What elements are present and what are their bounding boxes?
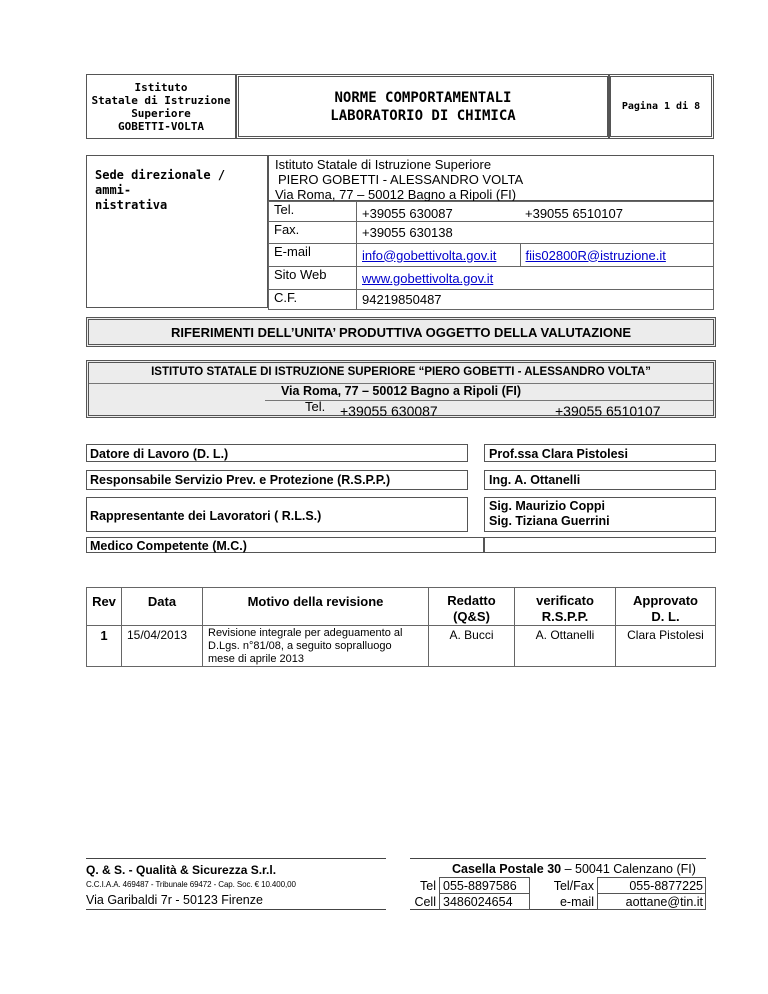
document-title-box bbox=[236, 74, 610, 139]
institute-line: GOBETTI-VOLTA bbox=[117, 119, 205, 133]
rev-header: Rev bbox=[87, 588, 122, 626]
revision-header-row bbox=[87, 588, 716, 626]
data-cell: 15/04/2013 bbox=[122, 626, 203, 667]
approvato-header bbox=[616, 588, 716, 626]
footer-email-label: e-mail bbox=[559, 894, 594, 909]
role-label: Medico Competente (M.C.) bbox=[86, 537, 484, 553]
role-value-line: Sig. Tiziana Guerrini bbox=[489, 514, 610, 528]
redatto-header-line: Redatto bbox=[447, 593, 496, 608]
redatto-header-line: (Q&S) bbox=[453, 609, 490, 624]
sede-address: Via Roma, 77 – 50012 Bagno a Ripoli (FI) bbox=[275, 187, 517, 202]
institute-line: Istituto bbox=[134, 80, 188, 94]
riferimenti-title: RIFERIMENTI DELL’UNITA’ PRODUTTIVA OGGETTO DELLA VALUTAZIONE bbox=[170, 324, 632, 340]
tel-label: Tel. bbox=[269, 202, 357, 222]
data-header: Data bbox=[122, 588, 203, 626]
motivo-cell bbox=[203, 626, 429, 667]
rev-cell: 1 bbox=[87, 626, 122, 667]
fax-label: Fax. bbox=[269, 222, 357, 244]
riferimenti-title-box bbox=[86, 317, 716, 347]
sede-label: nistrativa bbox=[95, 198, 168, 212]
footer-contacts-box bbox=[410, 858, 706, 910]
role-label bbox=[86, 497, 468, 532]
verificato-header-line: verificato bbox=[536, 593, 594, 608]
verificato-header bbox=[515, 588, 616, 626]
sede-school: PIERO GOBETTI - ALESSANDRO VOLTA bbox=[278, 172, 524, 187]
tel-value-2: +39055 6510107 bbox=[520, 202, 714, 222]
role-value: Prof.ssa Clara Pistolesi bbox=[484, 444, 716, 462]
role-value: Ing. A. Ottanelli bbox=[484, 470, 716, 490]
cf-value: 94219850487 bbox=[357, 290, 714, 310]
role-value bbox=[484, 537, 716, 553]
motivo-line: mese di aprile 2013 bbox=[208, 653, 305, 665]
document-title-line: LABORATORIO DI CHIMICA bbox=[330, 107, 516, 124]
redatto-header bbox=[429, 588, 515, 626]
sede-label-box bbox=[86, 155, 268, 308]
verificato-header-line: R.S.P.P. bbox=[541, 609, 589, 624]
unit-tel-label: Tel. bbox=[305, 399, 326, 414]
role-label: Responsabile Servizio Prev. e Protezione (R.S.P.P.) bbox=[86, 470, 468, 490]
motivo-header: Motivo della revisione bbox=[203, 588, 429, 626]
footer-casella-bold: Casella Postale 30 bbox=[452, 862, 562, 876]
approvato-header-line: Approvato bbox=[633, 593, 698, 608]
footer-company: Q. & S. - Qualità & Sicurezza S.r.l. bbox=[86, 863, 277, 877]
email-label: E-mail bbox=[269, 244, 357, 267]
unit-box bbox=[86, 360, 716, 418]
revision-table bbox=[86, 587, 716, 667]
footer-contact-table bbox=[410, 877, 706, 910]
footer-email[interactable]: aottane@tin.it bbox=[598, 894, 706, 910]
document-title-line: NORME COMPORTAMENTALI bbox=[334, 89, 512, 106]
role-label-text: Rappresentante dei Lavoratori ( R.L.S.) bbox=[90, 509, 322, 523]
cf-label: C.F. bbox=[269, 290, 357, 310]
footer-tel-label: Tel bbox=[420, 878, 436, 893]
email-link-2[interactable]: fiis02800R@istruzione.it bbox=[520, 244, 714, 267]
footer-telfax: 055-8877225 bbox=[598, 878, 706, 894]
role-value bbox=[484, 497, 716, 532]
footer-cell: 3486024654 bbox=[440, 894, 530, 910]
unit-tel-value-2: +39055 6510107 bbox=[555, 403, 661, 419]
tel-value: +39055 630087 bbox=[357, 202, 521, 222]
approvato-header-line: D. L. bbox=[651, 609, 680, 624]
sede-name: Istituto Statale di Istruzione Superiore bbox=[275, 157, 492, 172]
footer-tel: 055-8897586 bbox=[440, 878, 530, 894]
verificato-cell: A. Ottanelli bbox=[515, 626, 616, 667]
revision-row bbox=[87, 626, 716, 667]
footer-casella bbox=[452, 862, 696, 876]
sede-address-box bbox=[268, 155, 714, 201]
unit-tel-row bbox=[265, 400, 713, 417]
sede-label: Sede direzionale / ammi- bbox=[95, 168, 226, 197]
fax-value: +39055 630138 bbox=[357, 222, 714, 244]
sede-contacts-table bbox=[268, 201, 714, 310]
page-number-box bbox=[608, 74, 714, 139]
page-number: Pagina 1 di 8 bbox=[621, 101, 701, 112]
motivo-line: D.Lgs. n°81/08, a seguito sopralluogo bbox=[208, 640, 392, 652]
footer-cell-label: Cell bbox=[414, 894, 436, 909]
role-label: Datore di Lavoro (D. L.) bbox=[86, 444, 468, 462]
unit-name: ISTITUTO STATALE DI ISTRUZIONE SUPERIORE “PIERO GOBETTI - ALESSANDRO VOLTA” bbox=[151, 366, 651, 378]
footer-telfax-label: Tel/Fax bbox=[553, 878, 594, 893]
footer-company-box bbox=[86, 858, 386, 910]
unit-address: Via Roma, 77 – 50012 Bagno a Ripoli (FI) bbox=[89, 383, 713, 398]
footer-casella-rest: – 50041 Calenzano (FI) bbox=[561, 862, 696, 876]
institute-box bbox=[86, 74, 236, 139]
approvato-cell: Clara Pistolesi bbox=[616, 626, 716, 667]
footer-registry: C.C.I.A.A. 469487 - Tribunale 69472 - Cap. Soc. € 10.400,00 bbox=[86, 880, 296, 889]
unit-tel-value: +39055 630087 bbox=[340, 403, 438, 419]
institute-line: Superiore bbox=[131, 106, 191, 120]
footer-address: Via Garibaldi 7r - 50123 Firenze bbox=[86, 893, 263, 907]
role-value-line: Sig. Maurizio Coppi bbox=[489, 499, 605, 513]
institute-line: Statale di Istruzione bbox=[91, 93, 231, 107]
web-link[interactable]: www.gobettivolta.gov.it bbox=[357, 267, 714, 290]
motivo-line: Revisione integrale per adeguamento al bbox=[208, 627, 403, 639]
redatto-cell: A. Bucci bbox=[429, 626, 515, 667]
email-link[interactable]: info@gobettivolta.gov.it bbox=[357, 244, 521, 267]
web-label: Sito Web bbox=[269, 267, 357, 290]
